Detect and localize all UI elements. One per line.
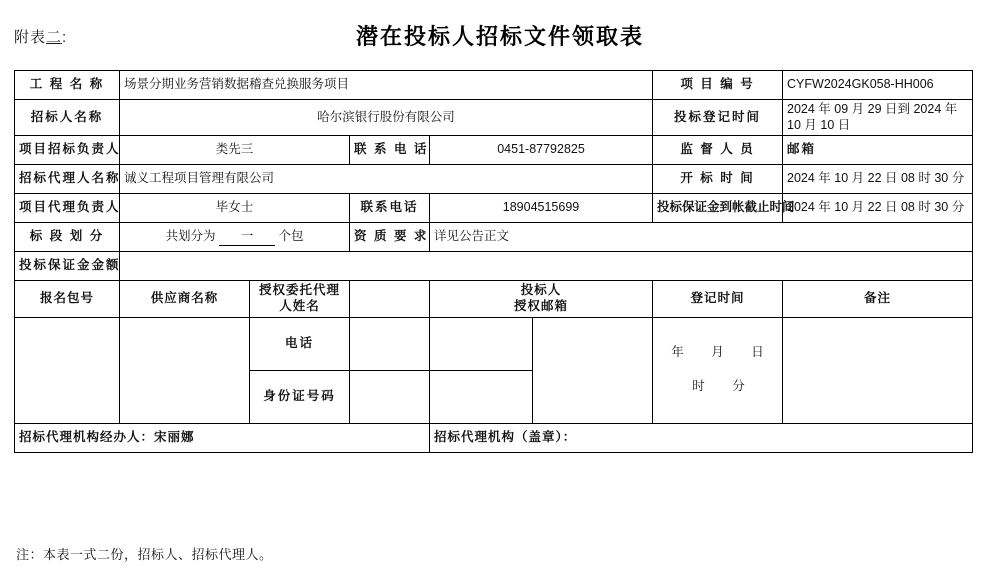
supervisor-email-cell	[783, 136, 973, 165]
cell-id-number-value	[350, 370, 430, 423]
cell-empty-agent-person-name	[350, 281, 430, 317]
table-row	[15, 223, 973, 252]
section-division-suffix: 个包	[278, 228, 304, 243]
section-division-count: 一	[219, 229, 275, 246]
bid-open-time-label: 开 标 时 间	[653, 165, 783, 194]
signature-row	[15, 423, 973, 452]
bid-open-time-value: 2024 年 10 月 22 日 08 时 30 分	[783, 165, 973, 194]
project-agent-head-label: 项目代理负责人	[15, 194, 120, 223]
project-tender-head-value: 类先三	[120, 136, 350, 165]
cell-remark-value	[783, 317, 973, 423]
cell-bidder-email-blank	[533, 317, 653, 423]
agent-name-value: 诚义工程项目管理有限公司	[120, 165, 653, 194]
page-title: 潜在投标人招标文件领取表	[355, 24, 644, 49]
agent-name-label: 招标代理人名称	[15, 165, 120, 194]
cell-id-number-extra	[430, 370, 533, 423]
table-row	[15, 194, 973, 223]
register-time-stack	[653, 323, 782, 417]
subrow-label-phone: 电话	[250, 317, 350, 370]
table-row	[15, 136, 973, 165]
email-label: 邮箱	[787, 142, 817, 157]
column-header-supplier-name: 供应商名称	[120, 281, 250, 317]
table-row	[15, 71, 973, 100]
column-header-package-no: 报名包号	[15, 281, 120, 317]
register-time-clock: 时 分	[692, 379, 757, 393]
cell-supplier-name	[120, 317, 250, 423]
project-name-label: 工 程 名 称	[15, 71, 120, 100]
cell-package-no	[15, 317, 120, 423]
deposit-amount-label: 投标保证金金额	[15, 252, 120, 281]
deposit-amount-value	[120, 252, 973, 281]
column-header-register-time: 登记时间	[653, 281, 783, 317]
contact-phone-label: 联 系 电 话	[350, 136, 430, 165]
cell-register-time-value	[653, 317, 783, 423]
column-header-agent-person-name: 授权委托代理人姓名	[250, 281, 350, 317]
supervisor-label: 监 督 人 员	[653, 136, 783, 165]
table-row	[15, 252, 973, 281]
cell-phone-value	[350, 317, 430, 370]
project-agent-head-value: 毕女士	[120, 194, 350, 223]
deposit-deadline-label: 投标保证金到帐截止时间	[653, 194, 783, 223]
tender-document-collection-table	[14, 70, 973, 453]
tenderer-name-value: 哈尔滨银行股份有限公司	[120, 100, 653, 136]
qualification-value: 详见公告正文	[430, 223, 973, 252]
project-name-value: 场景分期业务营销数据稽查兑换服务项目	[120, 71, 653, 100]
project-code-value: CYFW2024GK058-HH006	[783, 71, 973, 100]
column-header-bidder-email-line2: 授权邮箱	[514, 298, 569, 313]
qualification-label: 资 质 要 求	[350, 223, 430, 252]
cell-bidder-email-value	[430, 317, 533, 370]
agent-org-label: 招标代理机构（盖章）：	[430, 423, 973, 452]
register-time-value: 2024 年 09 月 29 日到 2024 年 10 月 10 日	[783, 100, 973, 136]
deposit-deadline-value: 2024 年 10 月 22 日 08 时 30 分	[783, 194, 973, 223]
section-division-label: 标 段 划 分	[15, 223, 120, 252]
column-header-bidder-email-line1: 投标人	[520, 283, 562, 298]
agent-handler-label: 招标代理机构经办人：宋丽娜	[15, 423, 430, 452]
attachment-label-number: 二	[46, 29, 63, 46]
table-row	[15, 100, 973, 136]
column-header-remark: 备注	[783, 281, 973, 317]
tenderer-name-label: 招标人名称	[15, 100, 120, 136]
column-header-bidder-email	[430, 281, 653, 317]
section-division-prefix: 共划分为	[165, 228, 216, 243]
table-row	[15, 317, 973, 370]
table-header-row	[15, 281, 973, 317]
agent-phone-value: 18904515699	[430, 194, 653, 223]
project-tender-head-label: 项目招标负责人	[15, 136, 120, 165]
table-row	[15, 165, 973, 194]
subrow-label-id-number: 身份证号码	[250, 370, 350, 423]
footnote: 注：本表一式二份，招标人、招标代理人。	[16, 547, 273, 562]
register-time-label: 投标登记时间	[653, 100, 783, 136]
contact-phone-value: 0451-87792825	[430, 136, 653, 165]
attachment-label-suffix: :	[62, 29, 68, 46]
project-code-label: 项 目 编 号	[653, 71, 783, 100]
register-time-date: 年 月 日	[671, 345, 776, 360]
section-division-value	[120, 223, 350, 252]
attachment-label-prefix: 附表	[14, 29, 47, 46]
agent-phone-label: 联系电话	[350, 194, 430, 223]
